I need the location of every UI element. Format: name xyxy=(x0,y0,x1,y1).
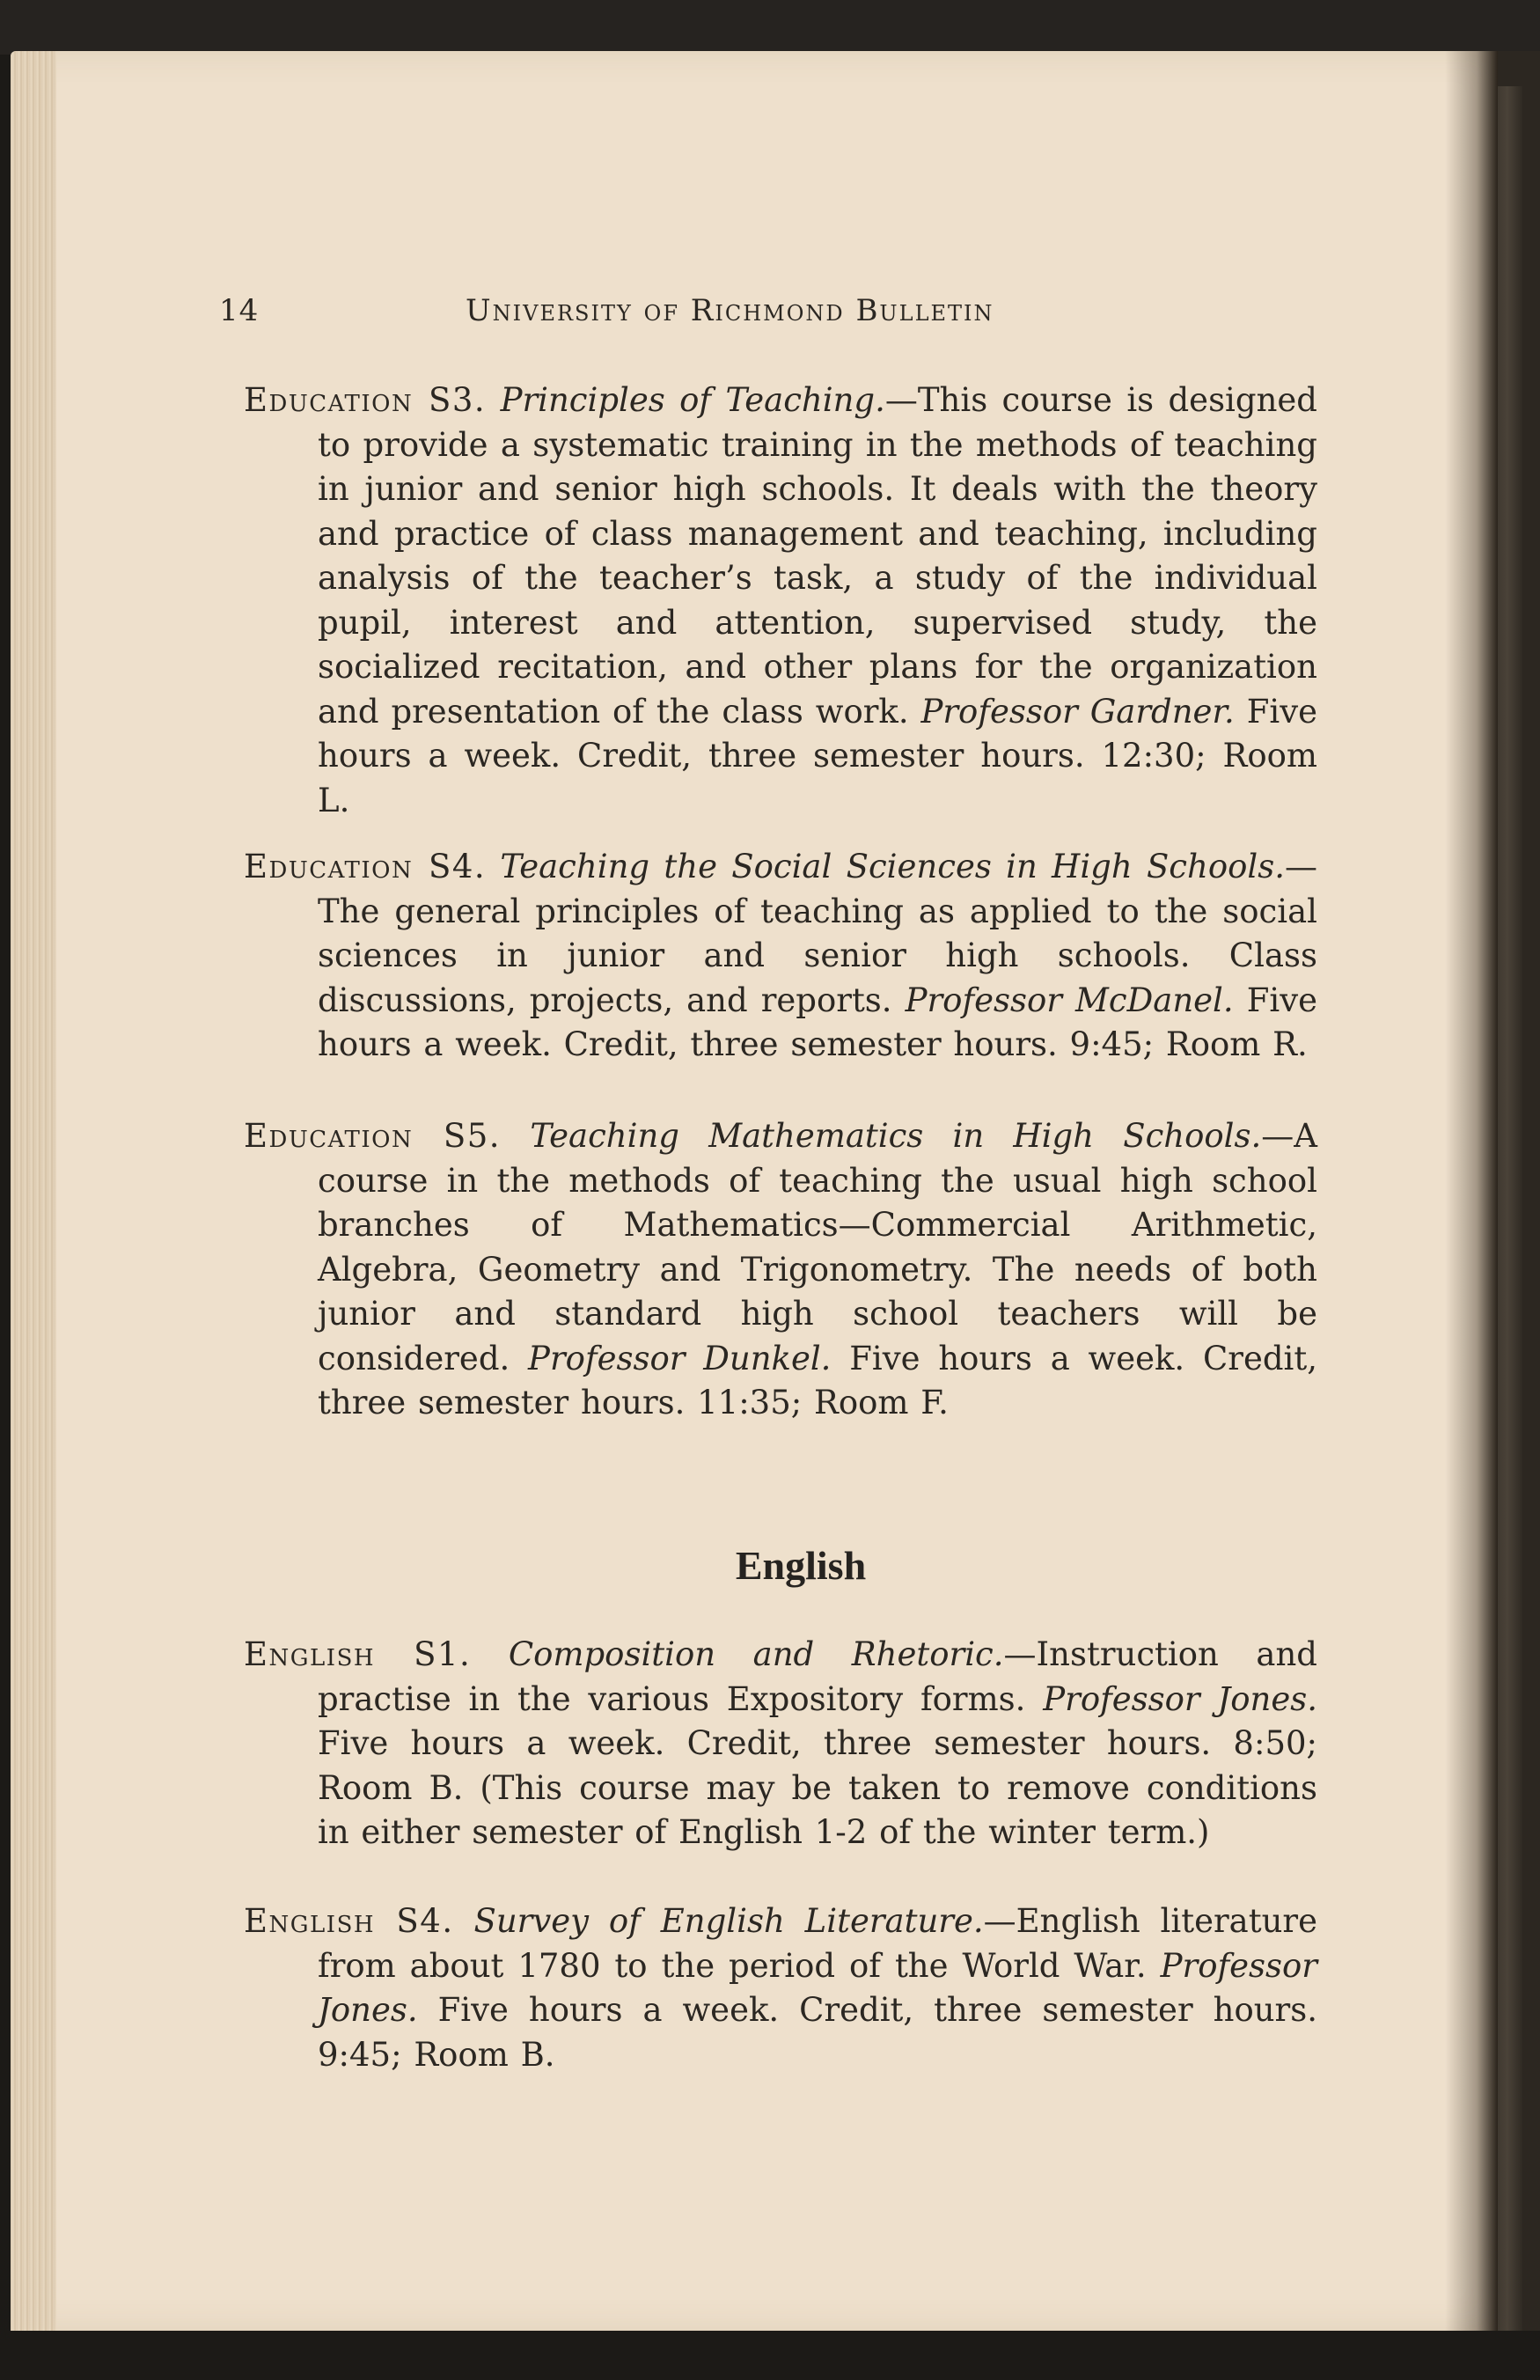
course-title: Composition and Rhetoric. xyxy=(508,1635,1004,1673)
scan-top-border xyxy=(0,0,1540,55)
course-code: Education S5. xyxy=(244,1117,502,1155)
running-title: University of Richmond Bulletin xyxy=(466,293,994,328)
course-professor: Professor McDanel. xyxy=(905,981,1234,1019)
course-description: —English literature from about 1780 to the period of the World War. xyxy=(318,1902,1317,1985)
course-entry-education-s3 xyxy=(244,378,1317,823)
course-entry-education-s5 xyxy=(244,1114,1317,1426)
course-code: Education S3. xyxy=(244,381,487,419)
scan-bottom-border xyxy=(0,2331,1540,2380)
page-number: 14 xyxy=(219,293,260,328)
course-title: Teaching the Social Sciences in High Schools. xyxy=(500,848,1285,885)
course-description: —This course is designed to provide a systematic training in the methods of teaching in junior and senior high schools. It deals with the theory and practice of class management and teaching, including analysis of the teacher’s task, a study of the individual pupil, interest and attention, supervised study, the socialized recitation, and other plans for the organization and presentation of the class work. xyxy=(318,381,1317,731)
course-schedule: Five hours a week. Credit, three semester hours. 11:35; Room F. xyxy=(318,1339,1317,1421)
course-description: —Instruction and practise in the various Expository forms. xyxy=(318,1635,1317,1718)
course-entry-education-s4 xyxy=(244,845,1317,1068)
course-entry-english-s1 xyxy=(244,1633,1317,1855)
course-professor: Professor Gardner. xyxy=(920,692,1235,731)
course-description: —The general principles of teaching as applied to the social sciences in junior and senior high schools. Class discussions, projects, and reports. xyxy=(318,848,1317,1019)
course-title: Survey of English Literature. xyxy=(473,1902,984,1940)
course-schedule: Five hours a week. Credit, three semester hours. 12:30; Room L. xyxy=(318,692,1318,819)
course-code: Education S4. xyxy=(244,848,487,885)
course-code: English S4. xyxy=(244,1902,454,1940)
course-title: Principles of Teaching. xyxy=(500,381,885,419)
course-title: Teaching Mathematics in High Schools. xyxy=(530,1117,1262,1155)
course-schedule: Five hours a week. Credit, three semester hours. 8:50; Room B. (This course may be taken to remove conditions in either semester of English 1-2 of the winter term.) xyxy=(318,1724,1317,1851)
course-professor: Professor Dunkel. xyxy=(528,1339,832,1377)
course-description: —A course in the methods of teaching the usual high school branches of Mathematics—Commercial Arithmetic, Algebra, Geometry and Trigonometry. The needs of both junior and standard high school teachers will be considered. xyxy=(318,1117,1318,1377)
course-code: English S1. xyxy=(244,1635,472,1673)
course-entry-english-s4 xyxy=(244,1899,1317,2077)
spine-shadow xyxy=(1445,51,1498,2331)
course-schedule: Five hours a week. Credit, three semester hours. 9:45; Room B. xyxy=(318,1991,1317,2074)
section-heading-english: English xyxy=(735,1543,867,1588)
course-professor: Professor Jones. xyxy=(1043,1679,1318,1718)
course-professor: Professor Jones. xyxy=(318,1946,1317,2029)
course-schedule: Five hours a week. Credit, three semester hours. 9:45; Room R. xyxy=(318,981,1317,1063)
running-head xyxy=(219,293,1099,337)
page-stack-edges xyxy=(11,51,56,2331)
